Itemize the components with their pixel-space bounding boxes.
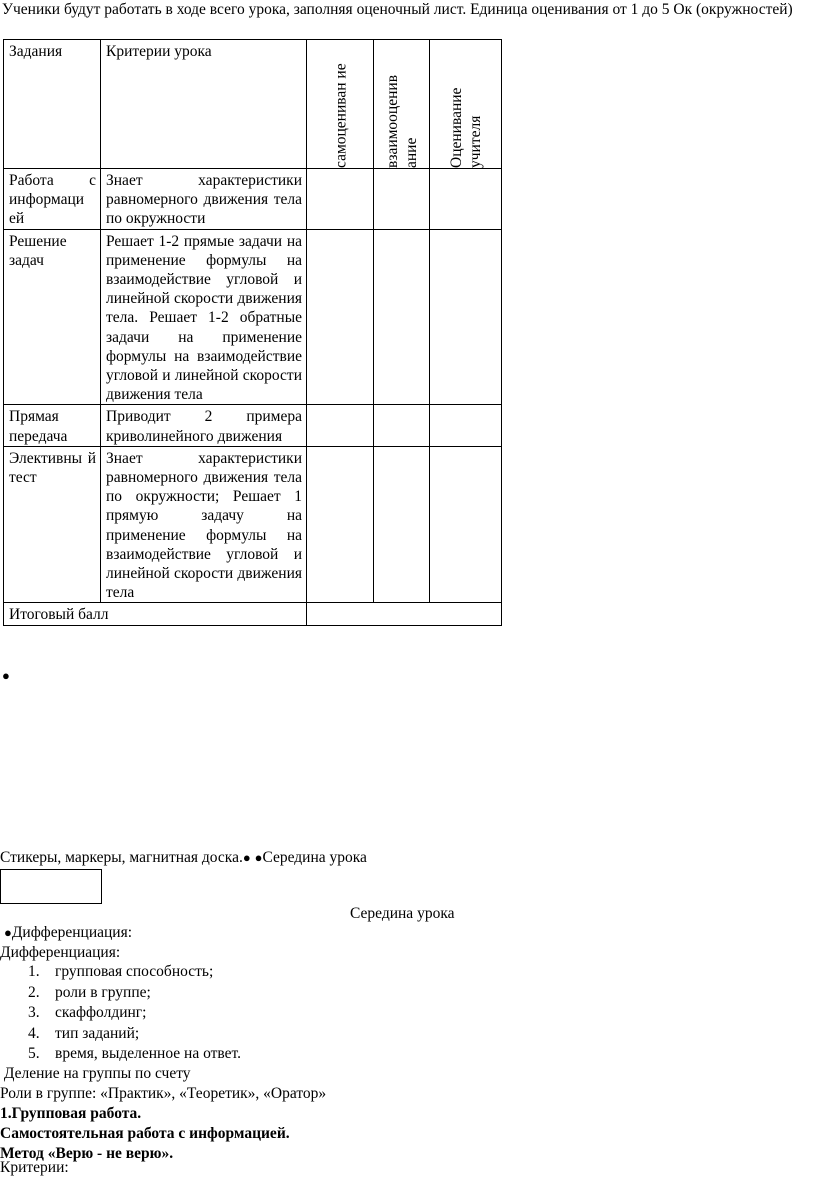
score-cell [374,169,430,230]
header-teacher-assessment-label: Оценивание учителя [448,87,484,168]
list-item: 1. групповая способность; [28,963,214,980]
assessment-table [3,39,502,626]
score-cell [374,229,430,405]
middle-heading: Середина урока [350,905,455,922]
criteria-cell: Знает характеристики равномерного движения тела по окружности [101,169,307,230]
score-cell [430,405,502,446]
bullet-icon: ● [2,668,10,683]
score-cell [307,405,374,446]
total-label: Итоговый балл [4,603,307,625]
materials-text: Стикеры, маркеры, магнитная доска. [0,849,243,866]
score-cell [430,169,502,230]
header-teacher-assessment [430,40,502,169]
header-criteria: Критерии урока [101,40,307,169]
header-peer-assessment-label: взаимооценив ание [384,74,420,168]
list-item: 5. время, выделенное на ответ. [28,1045,241,1062]
table-row [4,446,502,603]
empty-frame [0,869,102,904]
table-row [4,169,502,230]
group-work-heading: 1.Групповая работа. [0,1105,142,1122]
criteria-cell: Решает 1-2 прямые задачи на применение формулы на взаимодействие угловой и линейной скорости движения тела. Решает 1-2 обратные задачи на применение формулы на взаимодействие угловой и линейной скорости движения тела [101,229,307,405]
score-cell [307,446,374,603]
table-row [4,405,502,446]
roles-line: Роли в группе: «Практик», «Теоретик», «Оратор» [0,1085,327,1102]
materials-line [0,848,367,868]
task-cell: Работа с информаци ей [4,169,101,230]
criteria-cell: Знает характеристики равномерного движения тела по окружности; Решает 1 прямую задачу на применение формулы на взаимодействие угловой и линейной скорости движения тела [101,446,307,603]
header-peer-assessment [374,40,430,169]
score-cell [307,229,374,405]
bullet-icon: ● [242,850,251,865]
method-heading: Метод «Верю - не верю». [0,1145,174,1162]
bullet-icon: ● [4,925,12,940]
score-cell [430,229,502,405]
intro-paragraph: Ученики будут работать в ходе всего урока, заполняя оценочный лист. Единица оценивания от 1 до 5 Ок (окружностей) [2,1,793,18]
criteria-label: Критерии: [0,1159,69,1176]
diff-bullet-line [4,923,132,943]
list-item: 2. роли в группе; [28,983,151,1001]
score-cell [374,405,430,446]
diff-title: Дифференциация: [0,944,121,961]
criteria-cell: Приводит 2 примера криволинейного движения [101,405,307,446]
score-cell [307,169,374,230]
middle-inline-text: Середина урока [262,849,367,866]
score-cell [430,446,502,603]
table-header-row [4,40,502,169]
total-score-cell [307,603,502,625]
list-item: 4. тип заданий; [28,1024,140,1042]
bullet-icon: ● [254,850,263,865]
header-self-assessment-label: самоцениван ие [332,63,349,168]
list-item: 3. скаффолдинг; [28,1004,147,1021]
grouping-line: Деление на группы по счету [0,1065,191,1082]
task-cell: Прямая передача [4,405,101,446]
table-row [4,229,502,405]
header-tasks: Задания [4,40,101,169]
header-self-assessment [307,40,374,169]
task-cell: Элективны й тест [4,446,101,603]
independent-work-heading: Самостоятельная работа с информацией. [0,1125,290,1142]
task-cell: Решение задач [4,229,101,405]
diff-bullet-text: Дифференциация: [11,924,133,941]
total-row [4,603,502,625]
score-cell [374,446,430,603]
diff-list [0,962,241,1065]
